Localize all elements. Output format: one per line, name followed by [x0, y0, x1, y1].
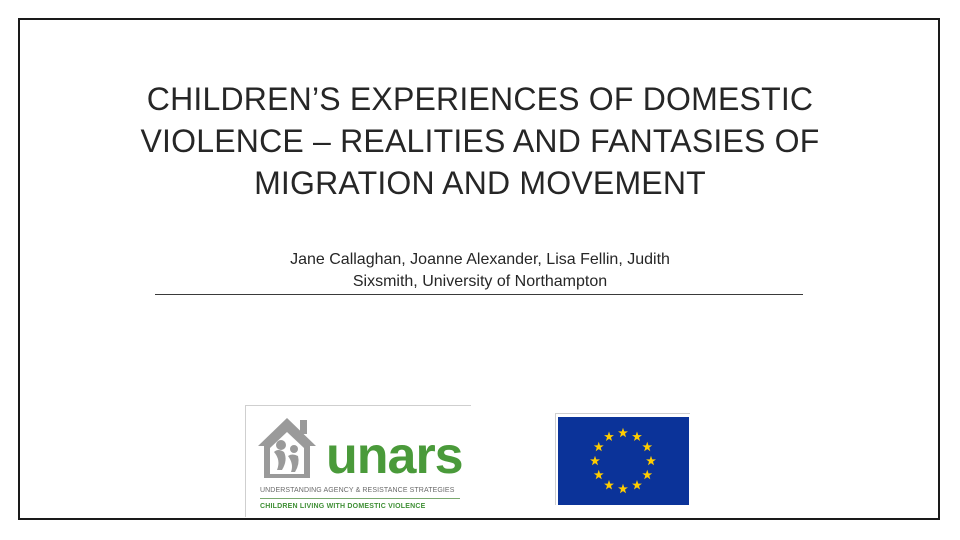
- unars-tagline-divider: [260, 498, 460, 499]
- unars-logo: [245, 405, 471, 517]
- subtitle-line: Sixsmith, University of Northampton: [352, 273, 608, 290]
- house-with-figures-icon: [252, 412, 322, 482]
- subtitle-line: Jane Callaghan, Joanne Alexander, Lisa Fellin, Judith: [290, 251, 670, 268]
- slide-subtitle: [230, 249, 730, 293]
- slide-title: [60, 78, 900, 204]
- title-line: VIOLENCE – REALITIES AND FANTASIES OF: [140, 123, 820, 159]
- title-line: CHILDREN’S EXPERIENCES OF DOMESTIC: [146, 81, 814, 117]
- divider-line: [155, 294, 803, 295]
- eu-flag-icon: [558, 417, 689, 505]
- unars-wordmark: unars: [326, 427, 463, 485]
- eu-flag-logo: [555, 413, 690, 505]
- unars-tagline: UNDERSTANDING AGENCY & RESISTANCE STRATEGIES: [260, 487, 455, 494]
- unars-subtagline: CHILDREN LIVING WITH DOMESTIC VIOLENCE: [260, 503, 426, 510]
- title-line: MIGRATION AND MOVEMENT: [254, 165, 706, 201]
